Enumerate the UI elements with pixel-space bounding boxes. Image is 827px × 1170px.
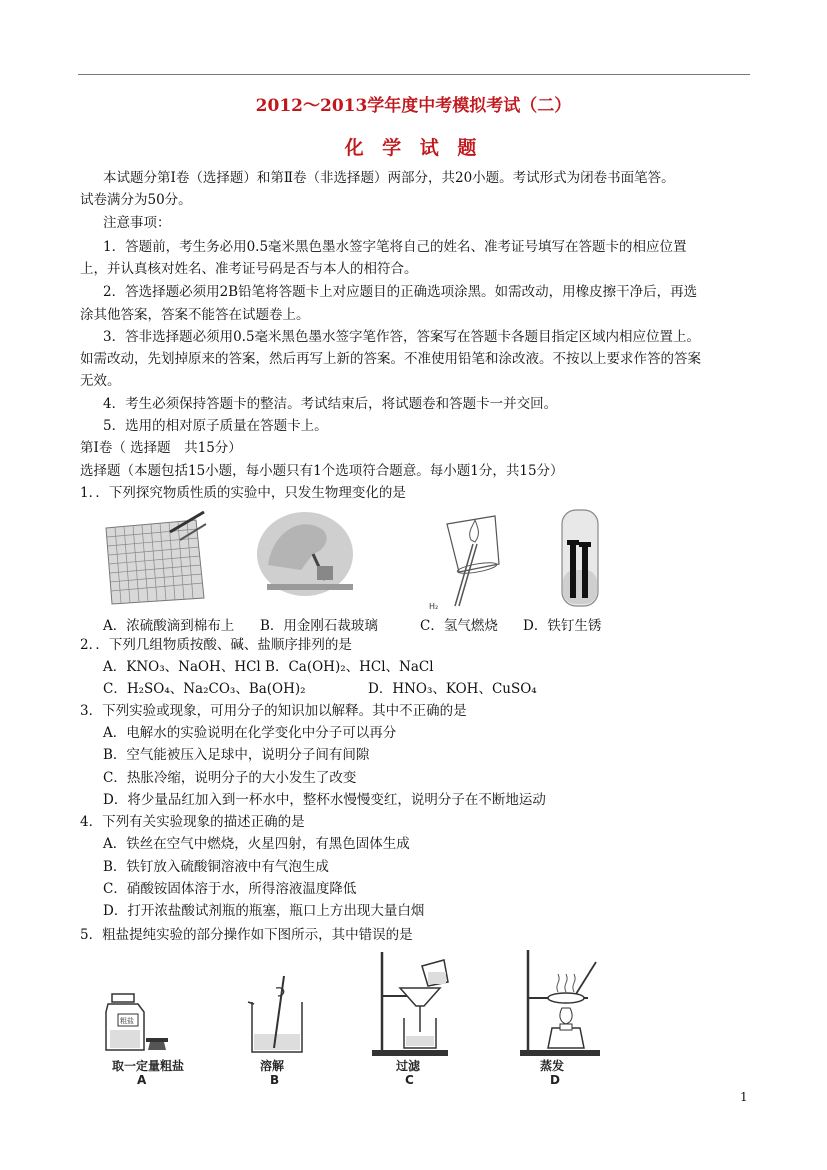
notice-2a: 2．答选择题必须用2B铅笔将答题卡上对应题目的正确选项涂黑。如需改动，用橡皮擦干净后，再选 (103, 284, 698, 300)
step-d-caption: 蒸发 (540, 1059, 565, 1073)
notice-1b: 上，并认真核对姓名、准考证号码是否与本人的相符合。 (80, 261, 418, 277)
q3-option-d: D．将少量品红加入到一杯水中，整杯水慢慢变红，说明分子在不断地运动 (103, 792, 546, 808)
notice-3b: 如需改动，先划掉原来的答案，然后再写上新的答案。不准使用铅笔和涂改液。不按以上要求作答的答案 (80, 351, 701, 367)
dissolve-image (246, 974, 312, 1058)
question-3-stem: 3．下列实验或现象，可用分子的知识加以解释。其中不正确的是 (80, 703, 467, 719)
subject-title: 化 学 试 题 (344, 137, 483, 159)
hydrogen-burning-image (425, 510, 505, 610)
q2-option-c: C．H₂SO₄、Na₂CO₃、Ba(OH)₂ (103, 681, 306, 697)
q1-option-a: A．浓硫酸滴到棉布上 (103, 618, 235, 634)
step-a-caption: 取一定量粗盐 (112, 1059, 185, 1073)
notice-2b: 涂其他答案，答案不能答在试题卷上。 (80, 307, 310, 323)
question-1-stem: 1．．下列探究物质性质的实验中，只发生物理变化的是 (80, 485, 406, 501)
q3-option-b: B．空气能被压入足球中，说明分子间有间隙 (103, 747, 370, 763)
step-a-letter: A (137, 1073, 147, 1087)
notice-3c: 无效。 (80, 373, 121, 389)
diamond-glass-image (253, 510, 358, 605)
q2-option-ab: A．KNO₃、NaOH、HCl B．Ca(OH)₂、HCl、NaCl (103, 659, 434, 675)
q1-option-d: D．铁钉生锈 (523, 618, 602, 634)
section-description: 选择题（本题包括15小题，每小题只有1个选项符合题意。每小题1分，共15分） (80, 463, 564, 479)
q2-option-d: D．HNO₃、KOH、CuSO₄ (368, 681, 537, 697)
header-rule (78, 74, 750, 75)
notice-title: 注意事项： (103, 215, 171, 231)
step-d-letter: D (550, 1073, 560, 1087)
section-heading: 第Ⅰ卷（ 选择题 共15分） (80, 440, 242, 456)
iron-nail-image (558, 508, 602, 608)
intro-line-2: 试卷满分为50分。 (80, 192, 192, 208)
q4-option-b: B．铁钉放入硫酸铜溶液中有气泡生成 (103, 859, 329, 875)
step-b-letter: B (270, 1073, 280, 1087)
step-c-caption: 过滤 (396, 1059, 421, 1073)
notice-5: 5．选用的相对原子质量在答题卡上。 (103, 418, 328, 434)
step-c-letter: C (405, 1073, 414, 1087)
salt-jar-image (104, 990, 176, 1054)
notice-4: 4．考生必须保持答题卡的整洁。考试结束后，将试题卷和答题卡一并交回。 (103, 396, 558, 412)
notice-1a: 1．答题前，考生务必用0.5毫米黑色墨水签字笔将自己的姓名、准考证号填写在答题卡的相应位置 (103, 239, 687, 255)
evaporate-image (518, 948, 604, 1058)
q3-option-a: A．电解水的实验说明在化学变化中分子可以再分 (103, 725, 397, 741)
q4-option-c: C．硝酸铵固体溶于水，所得溶液温度降低 (103, 881, 357, 897)
question-4-stem: 4．下列有关实验现象的描述正确的是 (80, 814, 305, 830)
q3-option-c: C．热胀冷缩，说明分子的大小发生了改变 (103, 770, 357, 786)
h2-label: H₂ (429, 602, 439, 610)
intro-line-1: 本试题分第Ⅰ卷（选择题）和第Ⅱ卷（非选择题）两部分，共20小题。考试形式为闭卷书面笔答。 (103, 170, 675, 186)
notice-3a: 3．答非选择题必须用0.5毫米黑色墨水签字笔作答，答案写在答题卡各题目指定区域内相应位置上。 (103, 329, 701, 345)
jar-label: 粗盐 (120, 1017, 134, 1025)
q1-option-c: C．氢气燃烧 (420, 618, 498, 634)
q4-option-a: A．铁丝在空气中燃烧，火星四射，有黑色固体生成 (103, 836, 410, 852)
question-2-stem: 2．．下列几组物质按酸、碱、盐顺序排列的是 (80, 637, 352, 653)
step-b-caption: 溶解 (260, 1059, 285, 1073)
page-number: 1 (740, 1090, 748, 1104)
filter-image (370, 948, 454, 1058)
cloth-acid-image (100, 506, 208, 606)
exam-title: 2012～2013学年度中考模拟考试（二） (255, 96, 572, 116)
q4-option-d: D．打开浓盐酸试剂瓶的瓶塞，瓶口上方出现大量白烟 (103, 903, 425, 919)
question-5-stem: 5．粗盐提纯实验的部分操作如下图所示，其中错误的是 (80, 927, 413, 943)
q1-option-b: B．用金刚石裁玻璃 (260, 618, 378, 634)
